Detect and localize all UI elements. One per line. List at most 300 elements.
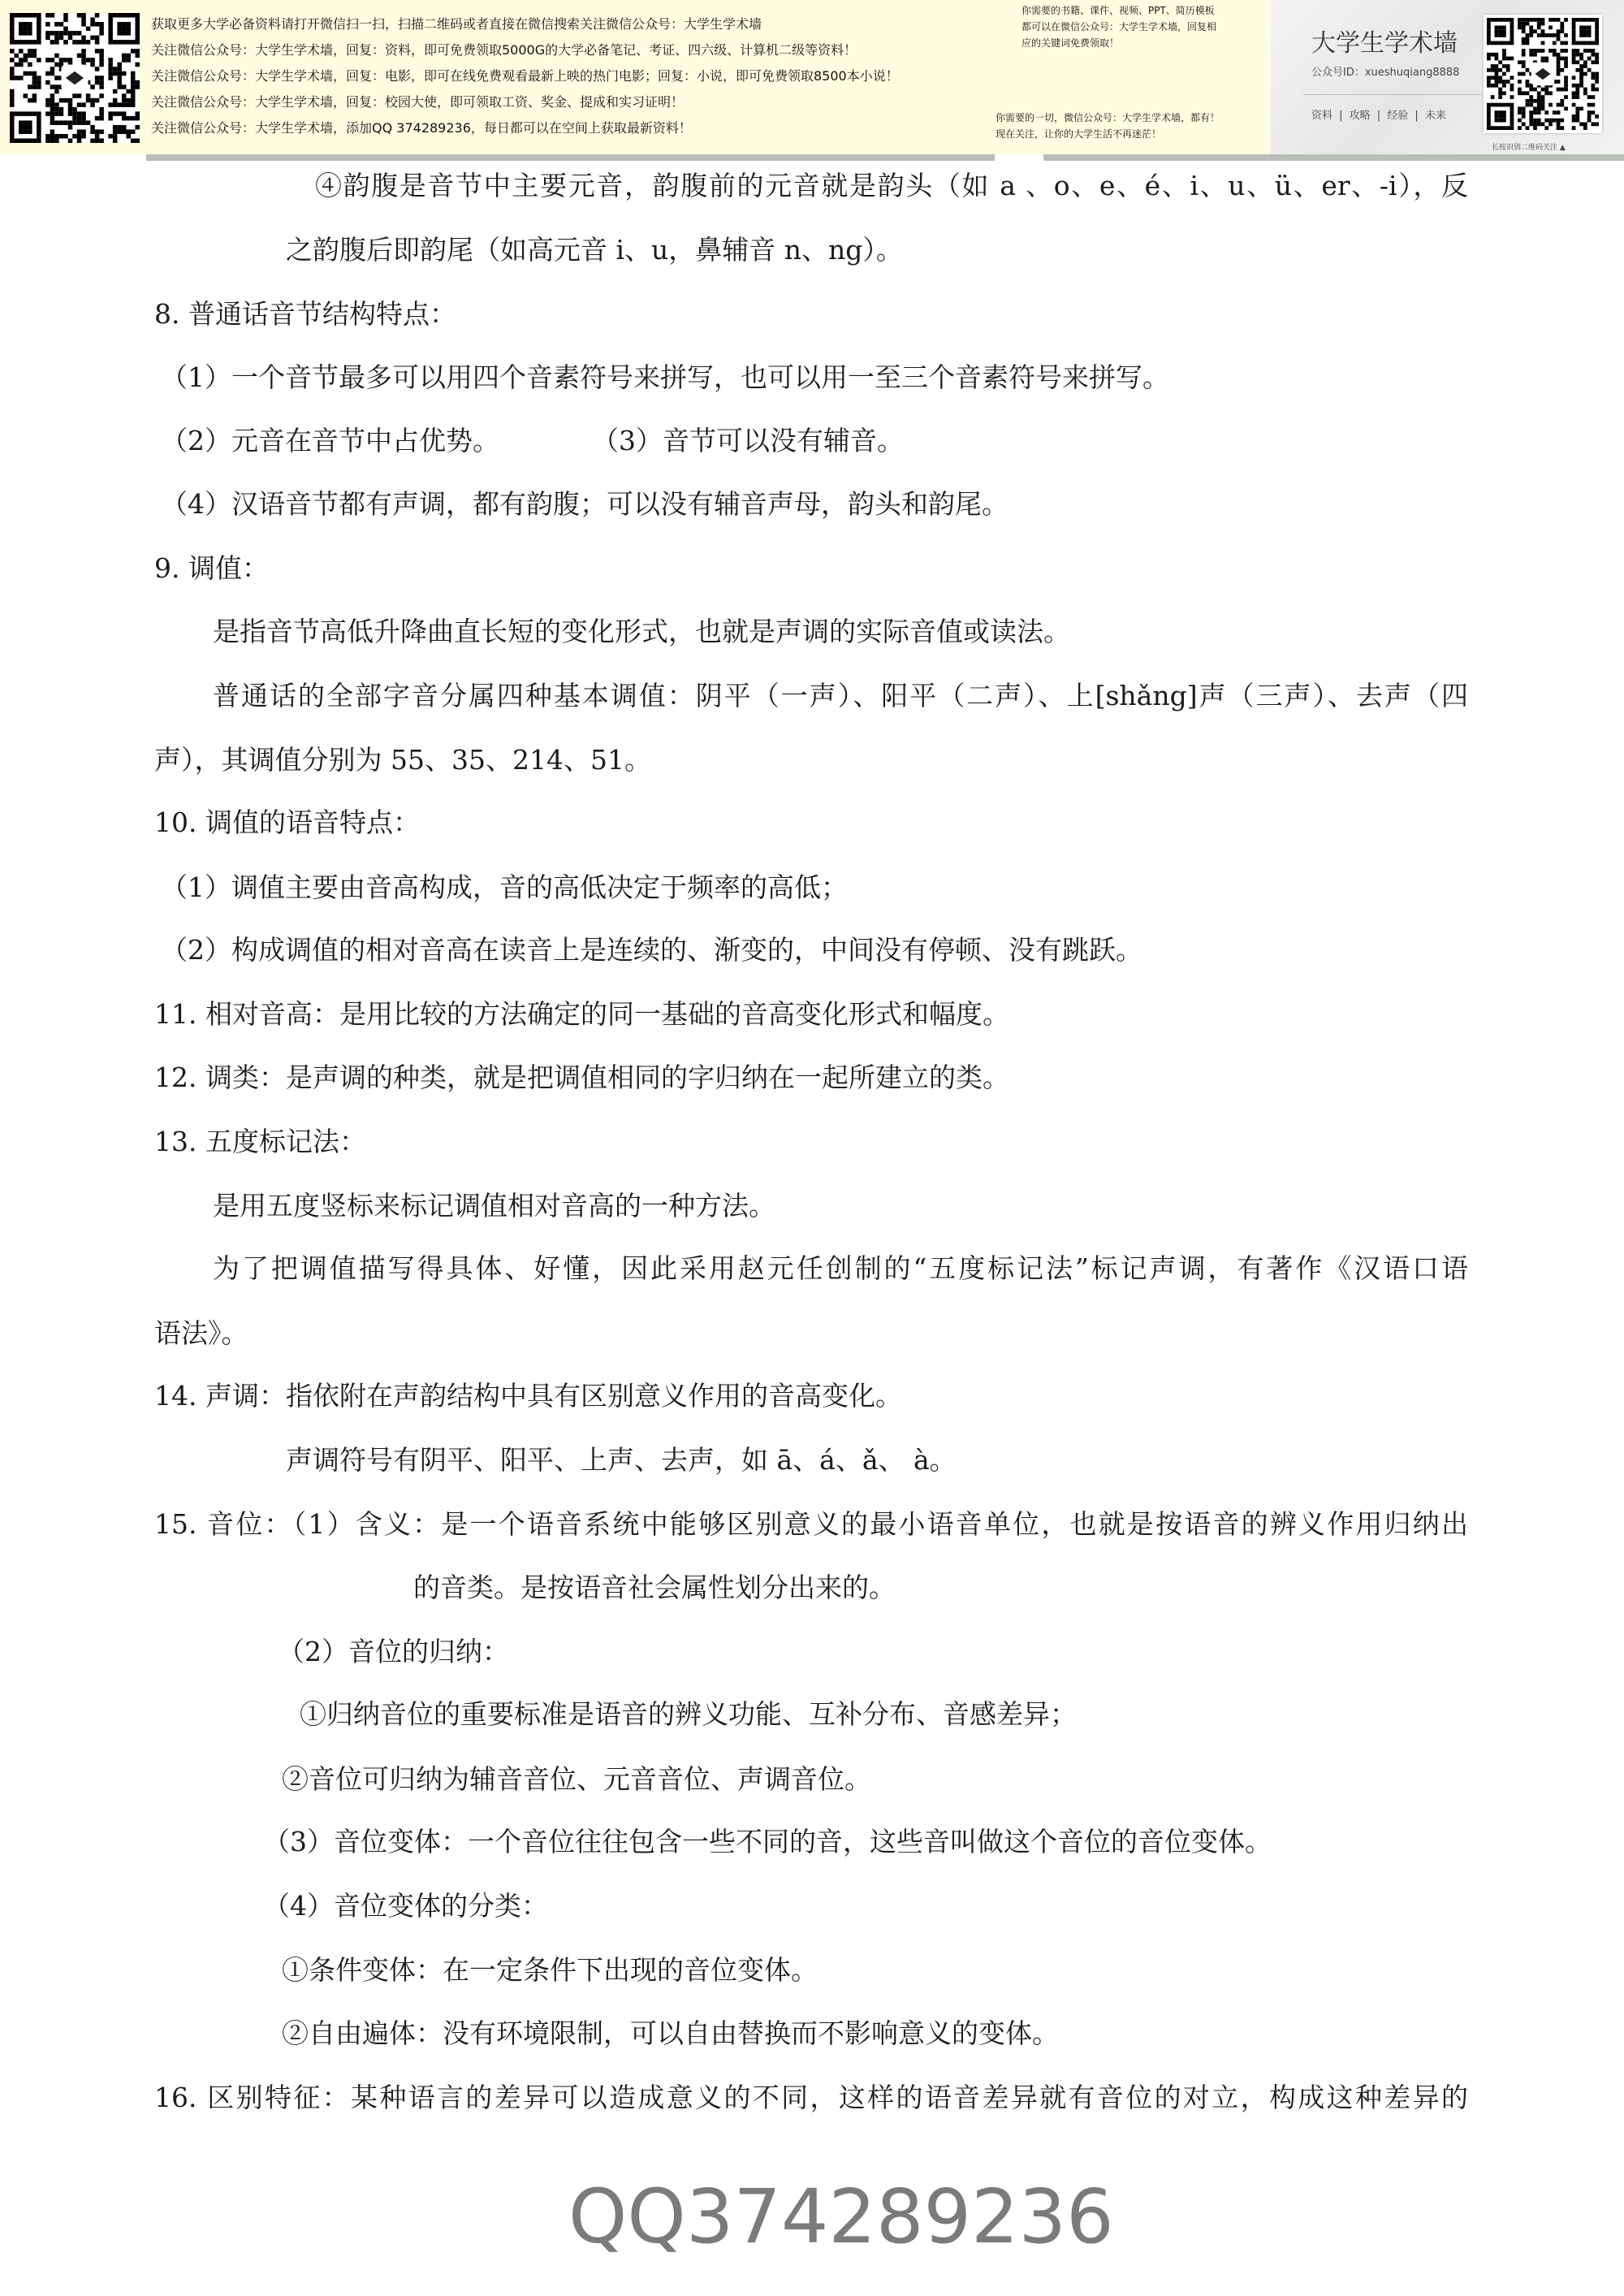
qr-module <box>1572 57 1576 61</box>
qr-module <box>54 102 59 107</box>
text-line: ①条件变体：在一定条件下出现的音位变体。 <box>282 1954 818 1986</box>
qr-module <box>77 93 82 98</box>
qr-module <box>1541 29 1545 33</box>
qr-module <box>1522 106 1526 110</box>
qr-module <box>1544 57 1548 61</box>
qr-module <box>1529 115 1533 119</box>
section-heading: 13. 五度标记法： <box>154 1126 366 1157</box>
qr-module <box>1522 29 1526 33</box>
qr-module <box>1587 57 1592 61</box>
qr-module <box>1553 110 1557 115</box>
qr-module <box>81 36 86 41</box>
qr-module <box>1495 110 1499 115</box>
qr-module <box>1522 26 1526 30</box>
qr-module <box>1579 106 1583 110</box>
qr-module <box>1537 26 1541 30</box>
qr-module <box>1583 60 1587 64</box>
qr-module <box>122 27 127 32</box>
qr-module <box>1518 18 1522 22</box>
qr-module <box>68 120 73 125</box>
qr-module <box>86 58 91 63</box>
qr-module <box>131 129 136 134</box>
qr-module <box>126 22 131 27</box>
text-line: 是用五度竖标来标记调值相对音高的一种方法。 <box>213 1190 775 1222</box>
qr-module <box>1575 106 1579 110</box>
qr-module <box>54 84 59 89</box>
qr-module <box>1487 37 1491 41</box>
header-strip <box>146 154 1624 161</box>
strip-gap <box>995 154 1043 161</box>
qr-module <box>135 49 140 54</box>
qr-module <box>1583 41 1587 45</box>
qr-module <box>1522 115 1526 119</box>
qr-module <box>81 102 86 107</box>
qr-module <box>1498 76 1502 80</box>
qr-module <box>1572 126 1576 130</box>
qr-module <box>117 80 122 85</box>
qr-module <box>1526 126 1530 130</box>
side-note-line: 你需要的书籍、课件、视频、PPT、简历模板 <box>1021 5 1215 16</box>
qr-module <box>72 93 77 98</box>
account-card <box>1271 0 1624 154</box>
qr-module <box>108 63 113 67</box>
qr-module <box>1583 49 1587 53</box>
qr-module <box>126 129 131 134</box>
qr-module <box>1595 18 1599 22</box>
qr-module <box>131 102 136 107</box>
qr-module <box>37 80 41 85</box>
qr-module <box>1583 26 1587 30</box>
qr-module <box>1591 88 1595 92</box>
qr-module <box>122 102 127 107</box>
qr-module <box>50 120 55 125</box>
qr-module <box>19 129 24 134</box>
qr-module <box>1502 103 1506 107</box>
qr-module <box>108 67 113 71</box>
qr-module <box>1510 122 1514 126</box>
qr-module <box>24 13 28 18</box>
qr-module <box>1522 53 1526 57</box>
qr-module <box>1522 110 1526 115</box>
qr-module <box>1506 80 1510 84</box>
qr-module <box>50 13 55 18</box>
qr-module <box>131 71 136 76</box>
qr-module <box>95 49 100 54</box>
qr-module <box>1487 41 1491 45</box>
qr-code-right <box>1484 15 1602 133</box>
qr-module <box>1579 122 1583 126</box>
qr-module <box>1541 33 1545 37</box>
qr-module <box>1557 110 1561 115</box>
qr-module <box>1522 122 1526 126</box>
qr-module <box>37 40 41 45</box>
qr-module <box>1506 57 1510 61</box>
text-line: （3）音位变体：一个音位往往包含一些不同的音，这些音叫做这个音位的音位变体。 <box>263 1826 1272 1857</box>
account-name: 大学生学术墙 <box>1311 29 1458 58</box>
qr-module <box>1572 53 1576 57</box>
qr-module <box>1553 41 1557 45</box>
qr-module <box>1541 99 1545 103</box>
qr-module <box>1579 41 1583 45</box>
qr-module <box>1595 37 1599 41</box>
qr-module <box>10 98 15 103</box>
qr-module <box>10 111 15 116</box>
qr-module <box>126 89 131 94</box>
qr-module <box>1526 84 1530 88</box>
qr-module <box>54 40 59 45</box>
qr-module <box>131 49 136 54</box>
qr-module <box>1575 115 1579 119</box>
text-line: 声），其调值分别为 55、35、214、51。 <box>154 744 651 776</box>
qr-module <box>19 120 24 125</box>
qr-module <box>1537 99 1541 103</box>
qr-module <box>135 31 140 36</box>
qr-module <box>45 58 50 63</box>
qr-module <box>68 125 73 130</box>
qr-module <box>81 40 86 45</box>
qr-module <box>45 102 50 107</box>
qr-module <box>90 84 95 89</box>
qr-module <box>1595 60 1599 64</box>
qr-module <box>122 40 127 45</box>
qr-module <box>95 134 100 139</box>
qr-module <box>99 58 104 63</box>
qr-module <box>126 27 131 32</box>
qr-module <box>59 107 64 112</box>
banner-line: 获取更多大学必备资料请打开微信扫一扫，扫描二维码或者直接在微信搜索关注微信公众号：大学生学术墙 <box>151 16 762 32</box>
side-note-line: 都可以在微信公众号：大学生学术墙，回复相 <box>1021 21 1217 32</box>
qr-module <box>1529 53 1533 57</box>
qr-module <box>37 13 41 18</box>
qr-module <box>1533 122 1537 126</box>
qr-module <box>72 31 77 36</box>
qr-module <box>1510 76 1514 80</box>
qr-module <box>32 76 37 80</box>
qr-module <box>1548 122 1553 126</box>
qr-module <box>1587 103 1592 107</box>
qr-module <box>1495 57 1499 61</box>
qr-module <box>1498 88 1502 92</box>
qr-module <box>68 58 73 63</box>
qr-module <box>81 54 86 58</box>
qr-module <box>1579 80 1583 84</box>
qr-module <box>1579 33 1583 37</box>
qr-module <box>1579 64 1583 68</box>
qr-module <box>1526 22 1530 26</box>
qr-module <box>1572 33 1576 37</box>
qr-module <box>1510 57 1514 61</box>
qr-module <box>1583 29 1587 33</box>
qr-module <box>90 129 95 134</box>
qr-module <box>126 40 131 45</box>
qr-module <box>1557 29 1561 33</box>
qr-module <box>95 67 100 71</box>
qr-module <box>1495 33 1499 37</box>
qr-module <box>50 111 55 116</box>
qr-module <box>113 125 118 130</box>
qr-module <box>1572 84 1576 88</box>
qr-module <box>28 71 32 76</box>
qr-module <box>68 31 73 36</box>
qr-module <box>1564 33 1568 37</box>
qr-module <box>50 31 55 36</box>
qr-module <box>1560 41 1564 45</box>
qr-module <box>86 120 91 125</box>
qr-module <box>68 36 73 41</box>
qr-module <box>68 98 73 103</box>
qr-module <box>10 93 15 98</box>
qr-module <box>1572 22 1576 26</box>
qr-module <box>1579 18 1583 22</box>
qr-module <box>86 98 91 103</box>
qr-module <box>1491 84 1495 88</box>
qr-module <box>19 40 24 45</box>
qr-module <box>81 58 86 63</box>
qr-module <box>10 18 15 23</box>
qr-module <box>1591 72 1595 76</box>
qr-module <box>1572 18 1576 22</box>
qr-module <box>28 125 32 130</box>
qr-module <box>81 13 86 18</box>
qr-module <box>1495 76 1499 80</box>
qr-module <box>1533 18 1537 22</box>
qr-module <box>1502 26 1506 30</box>
qr-module <box>95 80 100 85</box>
qr-module <box>95 36 100 41</box>
qr-module <box>113 13 118 18</box>
qr-module <box>1491 103 1495 107</box>
qr-module <box>1522 37 1526 41</box>
qr-module <box>45 22 50 27</box>
qr-module <box>1564 64 1568 68</box>
qr-module <box>1587 119 1592 123</box>
qr-module <box>1537 33 1541 37</box>
qr-module <box>1529 18 1533 22</box>
qr-module <box>1518 88 1522 92</box>
qr-module <box>1583 64 1587 68</box>
qr-module <box>1502 115 1506 119</box>
qr-module <box>1557 64 1561 68</box>
qr-module <box>1533 110 1537 115</box>
qr-module <box>1522 41 1526 45</box>
qr-module <box>81 134 86 139</box>
divider <box>1303 94 1482 95</box>
qr-module <box>108 22 113 27</box>
qr-module <box>37 31 41 36</box>
qr-module <box>1560 29 1564 33</box>
qr-module <box>1575 68 1579 72</box>
qr-module <box>1498 126 1502 130</box>
qr-module <box>1595 80 1599 84</box>
qr-module <box>1579 76 1583 80</box>
qr-module <box>1498 115 1502 119</box>
qr-module <box>135 80 140 85</box>
qr-module <box>50 67 55 71</box>
qr-module <box>32 93 37 98</box>
qr-module <box>1572 119 1576 123</box>
qr-module <box>1557 80 1561 84</box>
qr-module <box>1495 84 1499 88</box>
banner-line: 关注微信公众号：大学生学术墙，回复：校园大使，即可领取工资、奖金、提成和实习证明！ <box>151 94 685 110</box>
qr-module <box>45 36 50 41</box>
qr-module <box>135 116 140 121</box>
qr-module <box>1575 53 1579 57</box>
qr-module <box>131 98 136 103</box>
qr-module <box>1541 57 1545 61</box>
qr-module <box>1518 106 1522 110</box>
qr-module <box>15 13 19 18</box>
qr-module <box>1498 41 1502 45</box>
qr-module <box>1587 26 1592 30</box>
qr-module <box>1583 33 1587 37</box>
qr-module <box>24 111 28 116</box>
qr-module <box>59 111 64 116</box>
qr-module <box>1557 122 1561 126</box>
qr-module <box>1502 110 1506 115</box>
qr-module <box>81 18 86 23</box>
qr-module <box>1529 29 1533 33</box>
qr-module <box>81 129 86 134</box>
qr-module <box>1487 18 1491 22</box>
qr-module <box>1526 103 1530 107</box>
qr-module <box>1595 88 1599 92</box>
qr-module <box>1575 60 1579 64</box>
qr-module <box>1498 103 1502 107</box>
qr-module <box>99 129 104 134</box>
qr-module <box>117 31 122 36</box>
qr-module <box>1537 95 1541 99</box>
qr-module <box>19 22 24 27</box>
qr-module <box>1548 91 1553 95</box>
qr-module <box>1575 41 1579 45</box>
qr-module <box>1487 119 1491 123</box>
qr-module <box>1548 18 1553 22</box>
qr-module <box>108 13 113 18</box>
qr-module <box>28 111 32 116</box>
qr-module <box>1498 80 1502 84</box>
qr-code-left <box>10 13 140 143</box>
qr-module <box>1572 49 1576 53</box>
qr-module <box>10 129 15 134</box>
qr-module <box>113 71 118 76</box>
promo-banner <box>0 0 1271 154</box>
qr-module <box>1502 80 1506 84</box>
qr-module <box>1557 60 1561 64</box>
qr-module <box>95 138 100 143</box>
qr-module <box>1537 49 1541 53</box>
qr-module <box>1572 91 1576 95</box>
qr-module <box>86 27 91 32</box>
qr-module <box>19 58 24 63</box>
qr-module <box>126 134 131 139</box>
qr-module <box>45 111 50 116</box>
qr-module <box>1537 106 1541 110</box>
qr-module <box>131 138 136 143</box>
qr-module <box>68 138 73 143</box>
qr-module <box>28 40 32 45</box>
qr-module <box>1575 95 1579 99</box>
qr-module <box>77 138 82 143</box>
qr-module <box>1533 88 1537 92</box>
qr-module <box>1591 41 1595 45</box>
qr-module <box>45 80 50 85</box>
qr-module <box>1544 33 1548 37</box>
qr-module <box>1533 53 1537 57</box>
qr-module <box>59 22 64 27</box>
qr-module <box>122 84 127 89</box>
qr-module <box>1564 88 1568 92</box>
qr-module <box>1487 122 1491 126</box>
qr-module <box>19 138 24 143</box>
qr-module <box>1518 91 1522 95</box>
qr-module <box>1595 29 1599 33</box>
qr-module <box>81 116 86 121</box>
qr-module <box>1572 26 1576 30</box>
qr-module <box>126 116 131 121</box>
qr-module <box>1510 110 1514 115</box>
qr-module <box>99 138 104 143</box>
section-heading: 14. 声调：指依附在声韵结构中具有区别意义作用的音高变化。 <box>154 1380 902 1412</box>
qr-module <box>1495 103 1499 107</box>
qr-module <box>1502 41 1506 45</box>
qr-module <box>1506 64 1510 68</box>
qr-module <box>59 134 64 139</box>
qr-module <box>1557 119 1561 123</box>
section-heading: 11. 相对音高：是用比较的方法确定的同一基础的音高变化形式和幅度。 <box>154 998 1009 1030</box>
qr-module <box>1595 53 1599 57</box>
qr-module <box>10 116 15 121</box>
qr-module <box>135 84 140 89</box>
qr-module <box>10 13 15 18</box>
qr-module <box>1595 22 1599 26</box>
qr-module <box>19 111 24 116</box>
qr-module <box>1579 68 1583 72</box>
qr-module <box>59 58 64 63</box>
qr-module <box>1533 99 1537 103</box>
qr-module <box>1557 72 1561 76</box>
qr-module <box>122 54 127 58</box>
qr-module <box>1572 60 1576 64</box>
qr-module <box>126 58 131 63</box>
qr-module <box>99 22 104 27</box>
qr-module <box>113 67 118 71</box>
qr-module <box>1591 49 1595 53</box>
qr-module <box>72 40 77 45</box>
qr-module <box>117 76 122 80</box>
qr-module <box>10 102 15 107</box>
qr-module <box>1529 103 1533 107</box>
qr-module <box>1502 57 1506 61</box>
qr-module <box>28 120 32 125</box>
qr-module <box>1564 80 1568 84</box>
qr-module <box>1560 68 1564 72</box>
qr-module <box>1579 29 1583 33</box>
banner-line: 关注微信公众号：大学生学术墙，回复：电影，即可在线免费观看最新上映的热门电影；回复：小说，即可免费领取8500本小说！ <box>151 68 899 84</box>
qr-module <box>24 138 28 143</box>
qr-module <box>1587 95 1592 99</box>
qr-module <box>1572 37 1576 41</box>
qr-module <box>1495 119 1499 123</box>
qr-module <box>1564 95 1568 99</box>
qr-module <box>1541 103 1545 107</box>
qr-module <box>1518 60 1522 64</box>
qr-module <box>1495 18 1499 22</box>
qr-module <box>77 134 82 139</box>
qr-module <box>77 120 82 125</box>
qr-module <box>54 89 59 94</box>
qr-module <box>77 102 82 107</box>
qr-module <box>113 134 118 139</box>
